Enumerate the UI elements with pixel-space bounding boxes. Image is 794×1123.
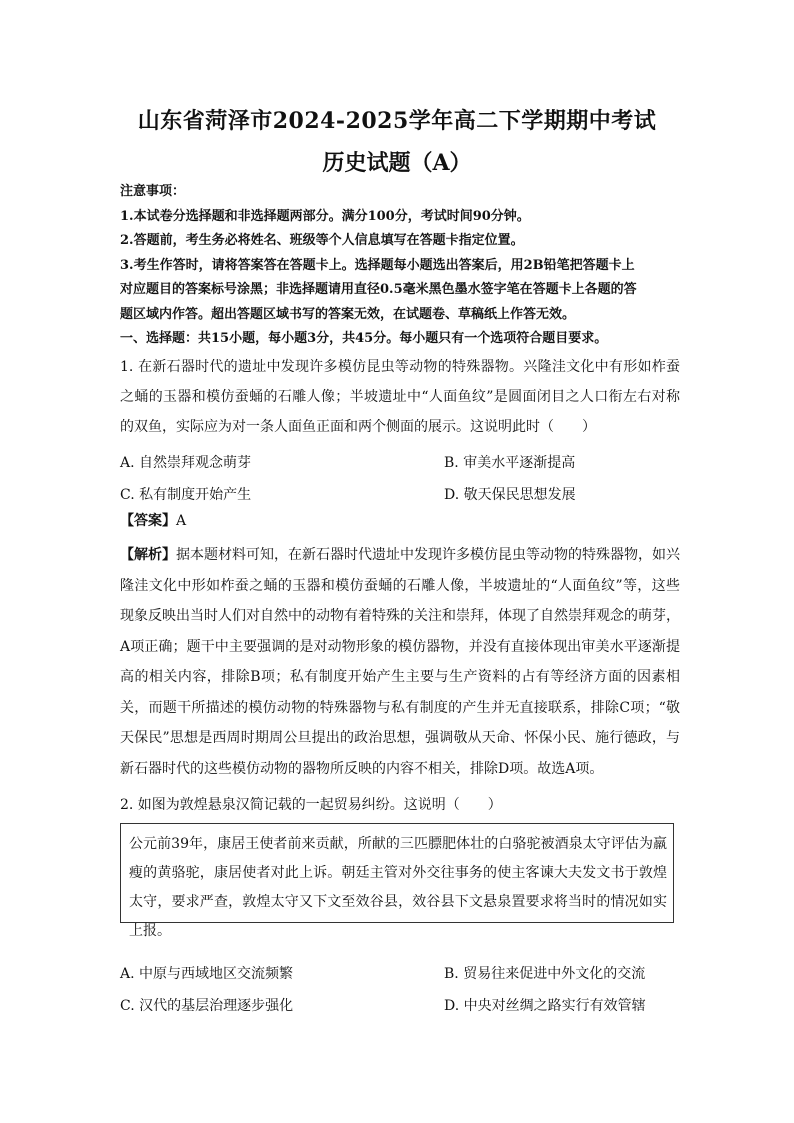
notes-item-1: 1.本试卷分选择题和非选择题两部分。满分100分，考试时间90分钟。 [120, 208, 530, 224]
analysis-text: 据本题材料可知，在新石器时代遗址中发现许多模仿昆虫等动物的特殊器物，如兴隆洼文化中形如柞蚕之蛹的玉器和模仿蚕蛹的石雕人像，半坡遗址的“人面鱼纹”等，这些现象反映出当时人们对自然中的动物有着特殊的关注和崇拜，体现了自然崇拜观念的萌芽，A项正确；题干中主要强调的是对动物形象的模仿器物，并没有直接体现出审美水平逐渐提高的相关内容，排除B项；私有制度开始产生主要与生产资料的占有等经济方面的因素相关，而题干所描述的模仿动物的特殊器物与私有制度的产生并无直接联系，排除C项；“敬天保民”思想是西周时期周公旦提出的政治思想，强调敬从天命、怀保小民、施行德政，与新石器时代的这些模仿动物的器物所反映的内容不相关，排除D项。故选A项。 [120, 547, 680, 777]
notes-item-4: 对应题目的答案标号涂黑；非选择题请用直径0.5毫米黑色墨水签字笔在答题卡上各题的答 [120, 282, 637, 297]
question-1-stem: 1. 在新石器时代的遗址中发现许多模仿昆虫等动物的特殊器物。兴隆洼文化中有形如柞蚕之蛹的玉器和模仿蚕蛹的石雕人像；半坡遗址中“人面鱼纹”是圆面闭目之人口衔左右对称的双鱼，实际应为对一条人面鱼正面和两个侧面的展示。这说明此时（ ） [120, 359, 680, 435]
question-2-option-c: C. 汉代的基层治理逐步强化 [120, 998, 294, 1014]
question-1-analysis [120, 540, 680, 784]
question-1-answer [120, 510, 186, 530]
section-heading: 一、选择题：共15小题，每小题3分，共45分。每小题只有一个选项符合题目要求。 [120, 331, 608, 346]
question-1-option-c: C. 私有制度开始产生 [120, 487, 252, 503]
question-2-option-d: D. 中央对丝绸之路实行有效管辖 [444, 998, 646, 1014]
question-2-material-box: 公元前39年，康居王使者前来贡献，所献的三匹膘肥体壮的白骆驼被酒泉太守评估为羸瘦的黄骆驼，康居使者对此上诉。朝廷主管对外交往事务的使主客谏大夫发文书于敦煌太守，要求严查，敦煌太守又下文至效谷县，效谷县下文悬泉置要求将当时的情况如实上报。 [120, 823, 674, 923]
answer-label: 【答案】 [120, 513, 176, 529]
notes-item-2: 2.答题前，考生务必将姓名、班级等个人信息填写在答题卡指定位置。 [120, 233, 524, 248]
question-2-option-b: B. 贸易往来促进中外文化的交流 [444, 966, 646, 982]
question-2-option-a: A. 中原与西域地区交流频繁 [120, 966, 294, 982]
answer-value: A [176, 513, 187, 529]
exam-subtitle: 历史试题（A） [322, 150, 472, 176]
notes-item-5: 题区域内作答。超出答题区域书写的答案无效，在试题卷、草稿纸上作答无效。 [120, 306, 576, 322]
notes-block [120, 180, 680, 352]
analysis-label: 【解析】 [120, 547, 176, 563]
question-1-option-d: D. 敬天保民思想发展 [444, 487, 576, 503]
exam-title: 山东省菏泽市2024-2025学年高二下学期期中考试 [137, 108, 657, 134]
question-2-stem: 2. 如图为敦煌悬泉汉简记载的一起贸易纠纷。这说明（ ） [120, 797, 502, 813]
question-1-option-b: B. 审美水平逐渐提高 [444, 455, 576, 471]
notes-heading: 注意事项： [120, 184, 186, 199]
question-1-option-a: A. 自然崇拜观念萌芽 [120, 455, 252, 471]
notes-item-3: 3.考生作答时，请将答案答在答题卡上。选择题每小题选出答案后，用2B铅笔把答题卡上 [120, 257, 635, 273]
